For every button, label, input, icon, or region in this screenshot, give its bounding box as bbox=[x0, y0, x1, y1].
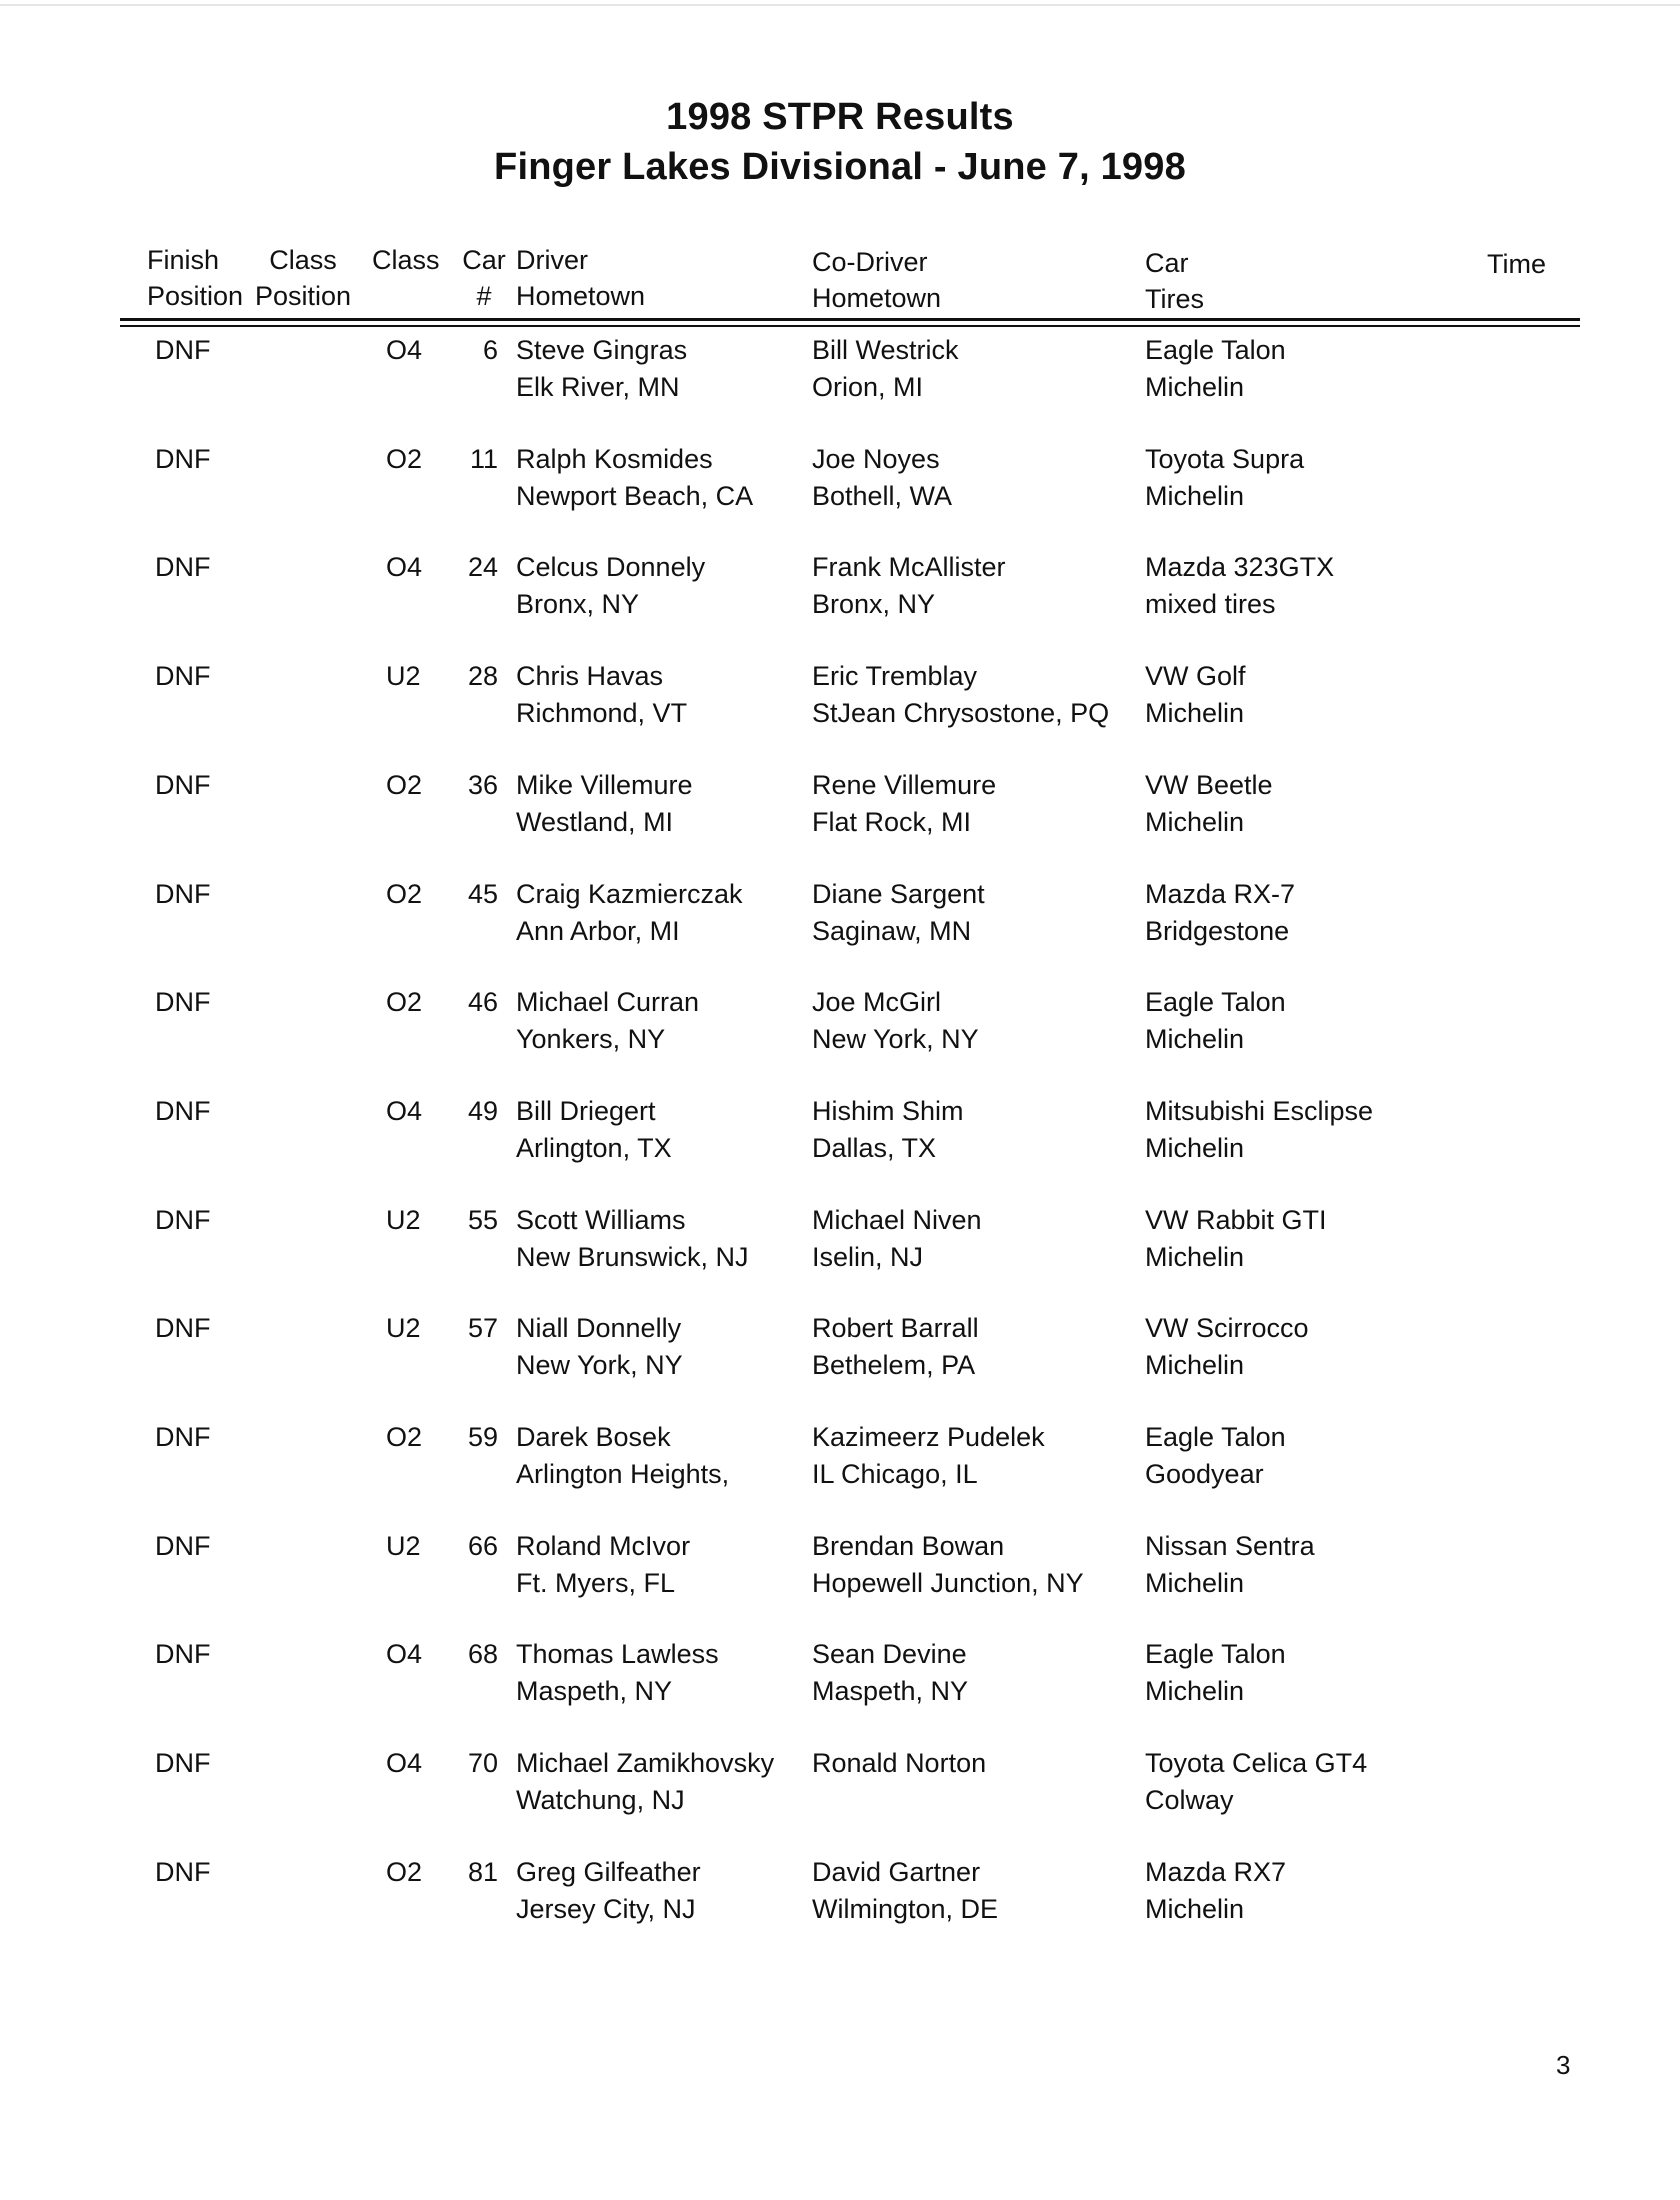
result-entry bbox=[0, 1528, 1680, 1608]
entry-class-value: U2 bbox=[386, 1313, 421, 1343]
entry-car-model-value: Mazda RX7 bbox=[1145, 1857, 1287, 1887]
entry-car-number-value: 70 bbox=[467, 1748, 498, 1778]
page-number: 3 bbox=[1556, 2050, 1571, 2080]
entry-class-value: O2 bbox=[386, 770, 423, 800]
header-class bbox=[372, 242, 440, 278]
entry-car-model bbox=[1145, 441, 1304, 515]
entry-car-model bbox=[1145, 1528, 1315, 1602]
header-class-position-line1: Class bbox=[269, 245, 337, 275]
entry-class-value: O2 bbox=[386, 987, 423, 1017]
entry-car-number bbox=[466, 876, 498, 913]
entry-codriver-secondary: StJean Chrysostone, PQ bbox=[812, 698, 1110, 728]
header-codriver-line2: Hometown bbox=[812, 283, 942, 313]
entry-codriver-secondary: Bronx, NY bbox=[812, 589, 936, 619]
entry-car-model-value: Nissan Sentra bbox=[1145, 1531, 1315, 1561]
entry-codriver-secondary: Saginaw, MN bbox=[812, 916, 972, 946]
entry-finish-position-value: DNF bbox=[155, 552, 211, 582]
entry-car-model-secondary: Michelin bbox=[1145, 1024, 1245, 1054]
entry-car-number bbox=[466, 332, 498, 369]
entry-driver-secondary: Bronx, NY bbox=[516, 589, 640, 619]
entry-class-value: O4 bbox=[386, 1748, 423, 1778]
scan-top-edge bbox=[0, 4, 1680, 6]
entry-codriver-value: Rene Villemure bbox=[812, 770, 997, 800]
entry-car-number-value: 11 bbox=[469, 444, 498, 474]
entry-car-model bbox=[1145, 1636, 1286, 1710]
entry-car-number-value: 57 bbox=[467, 1313, 498, 1343]
entry-finish-position bbox=[155, 1202, 211, 1239]
entry-car-model-value: VW Beetle bbox=[1145, 770, 1273, 800]
header-car-number-line2: # bbox=[476, 281, 492, 311]
entry-codriver bbox=[812, 332, 959, 406]
entry-driver-secondary: Arlington Heights, bbox=[516, 1459, 730, 1489]
entry-codriver bbox=[812, 1093, 964, 1167]
entry-car-number-value: 36 bbox=[467, 770, 498, 800]
entry-finish-position-value: DNF bbox=[155, 1857, 211, 1887]
entry-car-model-secondary: Colway bbox=[1145, 1785, 1234, 1815]
entry-car-model-secondary: Michelin bbox=[1145, 372, 1245, 402]
entry-driver-value: Scott Williams bbox=[516, 1205, 686, 1235]
entry-car-number-value: 45 bbox=[467, 879, 498, 909]
entry-codriver-secondary: Bothell, WA bbox=[812, 481, 953, 511]
entry-codriver-secondary: Hopewell Junction, NY bbox=[812, 1568, 1084, 1598]
entry-car-model-secondary: mixed tires bbox=[1145, 589, 1276, 619]
entry-car-model-value: Eagle Talon bbox=[1145, 1639, 1286, 1669]
entry-codriver bbox=[812, 441, 952, 515]
result-entry bbox=[0, 1854, 1680, 1934]
entry-class bbox=[386, 1202, 421, 1239]
entry-car-number bbox=[466, 984, 498, 1021]
entry-codriver-value: Robert Barrall bbox=[812, 1313, 979, 1343]
entry-driver-secondary: Yonkers, NY bbox=[516, 1024, 666, 1054]
entry-car-number bbox=[466, 1310, 498, 1347]
header-driver-line1: Driver bbox=[516, 245, 588, 275]
entry-codriver-value: David Gartner bbox=[812, 1857, 981, 1887]
entry-driver-value: Michael Curran bbox=[516, 987, 700, 1017]
header-double-rule-bottom bbox=[120, 325, 1580, 327]
entry-car-number bbox=[466, 441, 498, 478]
entry-class-value: O4 bbox=[386, 552, 423, 582]
entry-finish-position-value: DNF bbox=[155, 1748, 211, 1778]
header-class-line1: Class bbox=[372, 245, 440, 275]
entry-finish-position-value: DNF bbox=[155, 335, 211, 365]
entry-driver-secondary: Jersey City, NJ bbox=[516, 1894, 696, 1924]
entry-driver bbox=[516, 876, 743, 950]
entry-car-number bbox=[466, 549, 498, 586]
header-finish-line2: Position bbox=[147, 281, 244, 311]
entry-car-number-value: 46 bbox=[467, 987, 498, 1017]
header-finish-position bbox=[147, 242, 243, 314]
entry-codriver bbox=[812, 658, 1109, 732]
entry-class-value: O2 bbox=[386, 1422, 423, 1452]
result-entry bbox=[0, 332, 1680, 412]
entry-driver bbox=[516, 1528, 690, 1602]
result-entry bbox=[0, 1202, 1680, 1282]
entry-codriver-value: Hishim Shim bbox=[812, 1096, 964, 1126]
entry-car-model-value: Toyota Supra bbox=[1145, 444, 1305, 474]
entry-codriver-value: Diane Sargent bbox=[812, 879, 985, 909]
entry-class-value: O2 bbox=[386, 444, 423, 474]
entry-driver bbox=[516, 549, 705, 623]
entry-driver-value: Mike Villemure bbox=[516, 770, 693, 800]
entry-car-number-value: 6 bbox=[482, 335, 498, 365]
entry-finish-position bbox=[155, 441, 211, 478]
entry-finish-position-value: DNF bbox=[155, 1639, 211, 1669]
entry-driver bbox=[516, 1202, 749, 1276]
entry-car-model-secondary: Michelin bbox=[1145, 1894, 1245, 1924]
entry-driver-secondary: New York, NY bbox=[516, 1350, 683, 1380]
document-subtitle: Finger Lakes Divisional - June 7, 1998 bbox=[494, 146, 1186, 188]
entry-codriver bbox=[812, 876, 985, 950]
entry-class bbox=[386, 1528, 421, 1565]
result-entry bbox=[0, 767, 1680, 847]
entry-finish-position-value: DNF bbox=[155, 661, 211, 691]
header-class-position bbox=[255, 242, 351, 314]
entry-driver bbox=[516, 1854, 701, 1928]
entry-class-value: O4 bbox=[386, 335, 423, 365]
entry-driver bbox=[516, 767, 693, 841]
entry-driver-secondary: Ann Arbor, MI bbox=[516, 916, 680, 946]
entry-class bbox=[386, 1310, 421, 1347]
entry-codriver bbox=[812, 767, 996, 841]
entry-class bbox=[386, 767, 422, 804]
header-driver bbox=[516, 242, 645, 314]
entry-car-model-secondary: Michelin bbox=[1145, 1568, 1245, 1598]
entry-finish-position bbox=[155, 876, 211, 913]
entry-driver bbox=[516, 441, 753, 515]
entry-car-model-secondary: Bridgestone bbox=[1145, 916, 1290, 946]
entry-codriver-secondary: Dallas, TX bbox=[812, 1133, 937, 1163]
entry-driver-secondary: Westland, MI bbox=[516, 807, 674, 837]
entry-car-model-secondary: Michelin bbox=[1145, 1133, 1245, 1163]
entry-driver-secondary: Richmond, VT bbox=[516, 698, 688, 728]
entry-finish-position bbox=[155, 767, 211, 804]
entry-car-number bbox=[466, 767, 498, 804]
entry-car-model bbox=[1145, 1854, 1286, 1928]
entry-codriver bbox=[812, 1854, 998, 1928]
entry-car-model bbox=[1145, 876, 1295, 950]
entry-class bbox=[386, 1093, 422, 1130]
header-finish-line1: Finish bbox=[147, 245, 220, 275]
entry-class bbox=[386, 441, 422, 478]
entry-car-number bbox=[466, 1202, 498, 1239]
entry-driver bbox=[516, 1310, 683, 1384]
entry-finish-position-value: DNF bbox=[155, 444, 211, 474]
entry-driver-secondary: Maspeth, NY bbox=[516, 1676, 673, 1706]
entry-codriver bbox=[812, 1310, 979, 1384]
entry-class-value: O4 bbox=[386, 1639, 423, 1669]
entry-finish-position-value: DNF bbox=[155, 1205, 211, 1235]
entry-car-number-value: 59 bbox=[467, 1422, 498, 1452]
entry-driver-value: Ralph Kosmides bbox=[516, 444, 713, 474]
entry-car-model-value: VW Scirrocco bbox=[1145, 1313, 1309, 1343]
entry-car-number bbox=[466, 1419, 498, 1456]
entry-codriver bbox=[812, 549, 1006, 623]
result-entry bbox=[0, 1310, 1680, 1390]
entry-class bbox=[386, 549, 422, 586]
entry-class bbox=[386, 876, 422, 913]
header-car-number-line1: Car bbox=[462, 245, 506, 275]
result-entry bbox=[0, 1419, 1680, 1499]
entry-driver bbox=[516, 658, 687, 732]
entry-codriver-secondary: Flat Rock, MI bbox=[812, 807, 972, 837]
entry-driver-value: Bill Driegert bbox=[516, 1096, 656, 1126]
entry-codriver bbox=[812, 1636, 968, 1710]
entry-driver-secondary: New Brunswick, NJ bbox=[516, 1242, 749, 1272]
entry-driver-secondary: Ft. Myers, FL bbox=[516, 1568, 676, 1598]
header-class-position-line2: Position bbox=[255, 281, 352, 311]
entry-car-model bbox=[1145, 658, 1246, 732]
entry-car-model bbox=[1145, 549, 1334, 623]
entry-driver bbox=[516, 1745, 774, 1819]
entry-codriver-secondary: Wilmington, DE bbox=[812, 1894, 999, 1924]
entry-finish-position-value: DNF bbox=[155, 1531, 211, 1561]
entry-car-number-value: 49 bbox=[467, 1096, 498, 1126]
entry-class bbox=[386, 984, 422, 1021]
entry-car-model-value: VW Golf bbox=[1145, 661, 1246, 691]
entry-finish-position bbox=[155, 984, 211, 1021]
header-car-tires bbox=[1145, 245, 1204, 317]
entry-driver-secondary: Elk River, MN bbox=[516, 372, 680, 402]
entry-car-number bbox=[466, 1854, 498, 1891]
entry-finish-position-value: DNF bbox=[155, 1422, 211, 1452]
result-entry bbox=[0, 984, 1680, 1064]
entry-driver-secondary: Arlington, TX bbox=[516, 1133, 672, 1163]
entry-class-value: U2 bbox=[386, 661, 421, 691]
header-driver-line2: Hometown bbox=[516, 281, 646, 311]
entry-class bbox=[386, 1745, 422, 1782]
entry-car-model-value: Mazda RX-7 bbox=[1145, 879, 1296, 909]
entry-car-number-value: 28 bbox=[467, 661, 498, 691]
result-entry bbox=[0, 1636, 1680, 1716]
entry-codriver-value: Sean Devine bbox=[812, 1639, 967, 1669]
entry-car-model bbox=[1145, 1093, 1373, 1167]
header-codriver-line1: Co-Driver bbox=[812, 247, 928, 277]
result-entry bbox=[0, 1745, 1680, 1825]
entry-class-value: U2 bbox=[386, 1205, 421, 1235]
entry-codriver bbox=[812, 1419, 1045, 1493]
entry-car-model bbox=[1145, 1202, 1327, 1276]
entry-driver-value: Thomas Lawless bbox=[516, 1639, 719, 1669]
entry-codriver-value: Bill Westrick bbox=[812, 335, 959, 365]
entry-class-value: U2 bbox=[386, 1531, 421, 1561]
entry-car-model bbox=[1145, 332, 1286, 406]
entry-car-number-value: 55 bbox=[467, 1205, 498, 1235]
entry-car-model-secondary: Michelin bbox=[1145, 1676, 1245, 1706]
entry-car-number bbox=[466, 1745, 498, 1782]
entry-car-model-value: Eagle Talon bbox=[1145, 1422, 1286, 1452]
entry-codriver-value: Joe McGirl bbox=[812, 987, 942, 1017]
entry-codriver bbox=[812, 1745, 986, 1782]
entry-class-value: O2 bbox=[386, 879, 423, 909]
entry-car-number-value: 81 bbox=[467, 1857, 498, 1887]
entry-class bbox=[386, 1636, 422, 1673]
entry-class-value: O2 bbox=[386, 1857, 423, 1887]
entry-car-model bbox=[1145, 1745, 1367, 1819]
entry-codriver-value: Joe Noyes bbox=[812, 444, 940, 474]
entry-driver-secondary: Newport Beach, CA bbox=[516, 481, 754, 511]
entry-car-model bbox=[1145, 1310, 1309, 1384]
entry-car-model-value: Mazda 323GTX bbox=[1145, 552, 1335, 582]
header-car-number bbox=[460, 242, 508, 314]
result-entry bbox=[0, 876, 1680, 956]
entry-car-number bbox=[466, 1093, 498, 1130]
entry-car-model-value: VW Rabbit GTI bbox=[1145, 1205, 1327, 1235]
entry-finish-position bbox=[155, 1419, 211, 1456]
entry-finish-position-value: DNF bbox=[155, 1096, 211, 1126]
entry-class bbox=[386, 332, 422, 369]
entry-class-value: O4 bbox=[386, 1096, 423, 1126]
entry-finish-position bbox=[155, 1636, 211, 1673]
entry-driver bbox=[516, 1636, 719, 1710]
entry-driver bbox=[516, 332, 687, 406]
entry-codriver bbox=[812, 984, 979, 1058]
entry-finish-position bbox=[155, 1093, 211, 1130]
entry-car-model-value: Mitsubishi Esclipse bbox=[1145, 1096, 1374, 1126]
entry-car-model-value: Eagle Talon bbox=[1145, 987, 1286, 1017]
header-car-line2: Tires bbox=[1145, 284, 1204, 314]
entry-car-number-value: 24 bbox=[467, 552, 498, 582]
result-entry bbox=[0, 441, 1680, 521]
entry-driver bbox=[516, 1419, 729, 1493]
header-double-rule-top bbox=[120, 318, 1580, 321]
entry-codriver-secondary: Iselin, NJ bbox=[812, 1242, 924, 1272]
entry-car-number bbox=[466, 1636, 498, 1673]
entry-driver-secondary: Watchung, NJ bbox=[516, 1785, 685, 1815]
entry-class bbox=[386, 1854, 422, 1891]
entry-finish-position bbox=[155, 1745, 211, 1782]
entry-car-model-value: Toyota Celica GT4 bbox=[1145, 1748, 1368, 1778]
entry-car-model-value: Eagle Talon bbox=[1145, 335, 1286, 365]
entry-car-model-secondary: Michelin bbox=[1145, 698, 1245, 728]
entry-car-model bbox=[1145, 1419, 1286, 1493]
result-entry bbox=[0, 1093, 1680, 1173]
entry-finish-position-value: DNF bbox=[155, 879, 211, 909]
document-title: 1998 STPR Results bbox=[666, 96, 1014, 138]
entry-codriver-value: Kazimeerz Pudelek bbox=[812, 1422, 1045, 1452]
entry-finish-position-value: DNF bbox=[155, 1313, 211, 1343]
entry-codriver-secondary: IL Chicago, IL bbox=[812, 1459, 978, 1489]
entry-codriver-value: Brendan Bowan bbox=[812, 1531, 1005, 1561]
entry-finish-position bbox=[155, 1528, 211, 1565]
entry-driver-value: Steve Gingras bbox=[516, 335, 688, 365]
entry-driver bbox=[516, 1093, 672, 1167]
entry-driver-value: Craig Kazmierczak bbox=[516, 879, 743, 909]
entry-codriver bbox=[812, 1202, 982, 1276]
entry-driver bbox=[516, 984, 699, 1058]
entry-car-model bbox=[1145, 984, 1286, 1058]
entry-codriver bbox=[812, 1528, 1084, 1602]
entry-codriver-value: Eric Tremblay bbox=[812, 661, 978, 691]
header-time-line1: Time bbox=[1487, 249, 1546, 279]
entry-car-model bbox=[1145, 767, 1273, 841]
entry-driver-value: Darek Bosek bbox=[516, 1422, 671, 1452]
entry-driver-value: Roland McIvor bbox=[516, 1531, 691, 1561]
entry-driver-value: Niall Donnelly bbox=[516, 1313, 682, 1343]
entry-car-number-value: 66 bbox=[467, 1531, 498, 1561]
entry-codriver-secondary: New York, NY bbox=[812, 1024, 979, 1054]
entry-codriver-secondary: Maspeth, NY bbox=[812, 1676, 969, 1706]
result-entry bbox=[0, 658, 1680, 738]
entry-finish-position bbox=[155, 658, 211, 695]
entry-codriver-value: Frank McAllister bbox=[812, 552, 1006, 582]
entry-car-number bbox=[466, 1528, 498, 1565]
header-time bbox=[1487, 246, 1546, 282]
entry-finish-position-value: DNF bbox=[155, 987, 211, 1017]
entry-driver-value: Greg Gilfeather bbox=[516, 1857, 701, 1887]
entry-finish-position bbox=[155, 332, 211, 369]
entry-codriver-secondary: Orion, MI bbox=[812, 372, 924, 402]
entry-finish-position-value: DNF bbox=[155, 770, 211, 800]
entry-codriver-value: Michael Niven bbox=[812, 1205, 982, 1235]
entry-car-number-value: 68 bbox=[467, 1639, 498, 1669]
entry-codriver-value: Ronald Norton bbox=[812, 1748, 987, 1778]
entry-finish-position bbox=[155, 549, 211, 586]
header-codriver bbox=[812, 244, 941, 316]
entry-car-model-secondary: Michelin bbox=[1145, 1350, 1245, 1380]
entry-driver-value: Celcus Donnely bbox=[516, 552, 706, 582]
entry-car-model-secondary: Michelin bbox=[1145, 1242, 1245, 1272]
entry-class bbox=[386, 658, 421, 695]
entry-car-model-secondary: Michelin bbox=[1145, 481, 1245, 511]
entry-class bbox=[386, 1419, 422, 1456]
entry-car-number bbox=[466, 658, 498, 695]
entry-driver-value: Chris Havas bbox=[516, 661, 664, 691]
entry-finish-position bbox=[155, 1310, 211, 1347]
entry-finish-position bbox=[155, 1854, 211, 1891]
entry-driver-value: Michael Zamikhovsky bbox=[516, 1748, 775, 1778]
header-car-line1: Car bbox=[1145, 248, 1189, 278]
entry-codriver-secondary: Bethelem, PA bbox=[812, 1350, 976, 1380]
entry-car-model-secondary: Goodyear bbox=[1145, 1459, 1264, 1489]
entry-car-model-secondary: Michelin bbox=[1145, 807, 1245, 837]
result-entry bbox=[0, 549, 1680, 629]
